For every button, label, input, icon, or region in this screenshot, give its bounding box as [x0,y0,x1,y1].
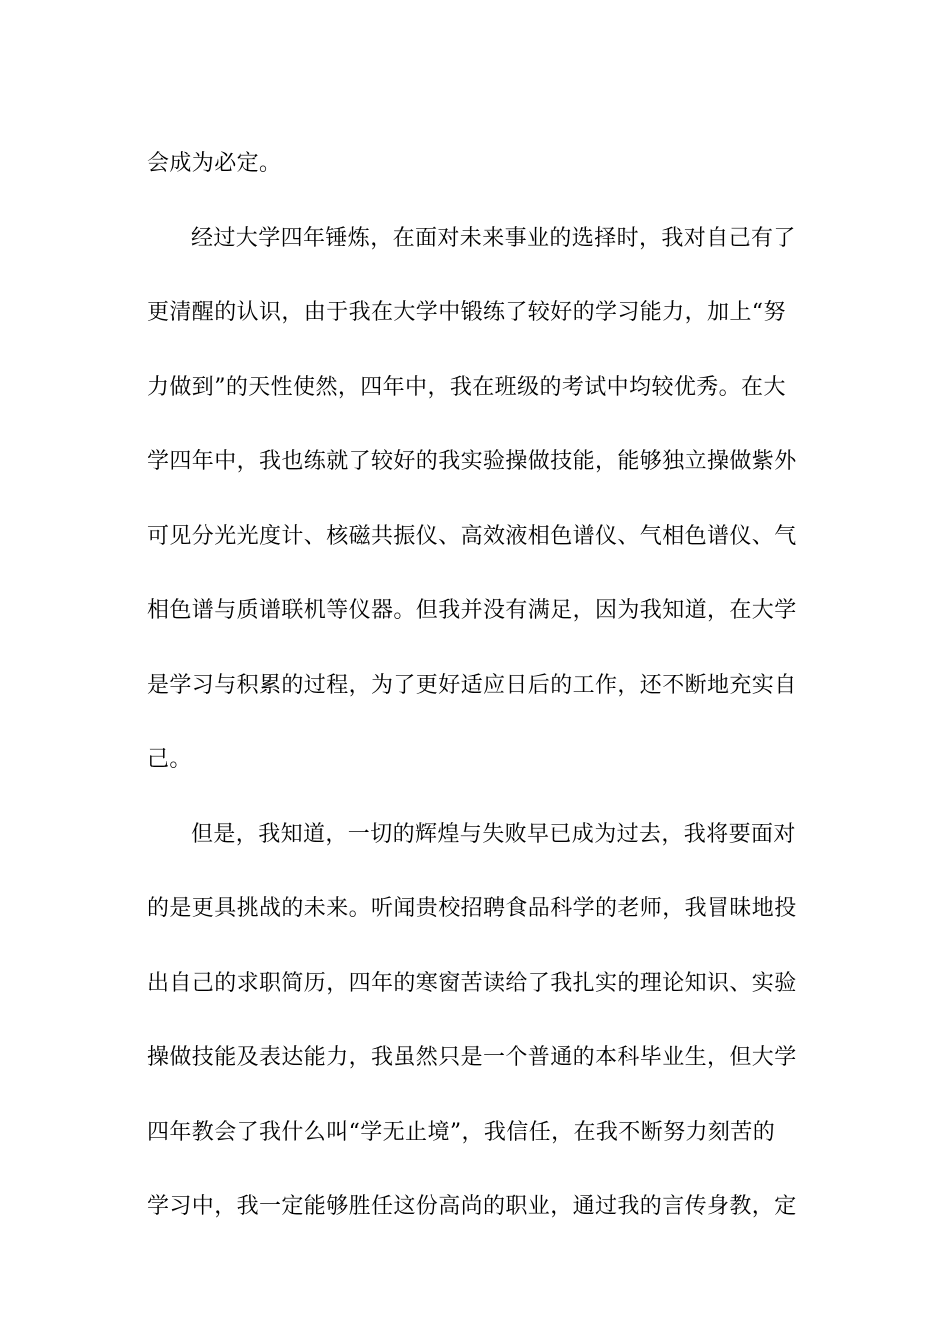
text-line: 学四年中，我也练就了较好的我实验操做技能，能够独立操做紫外 [147,449,797,474]
text-line: 力做到”的天性使然，四年中，我在班级的考试中均较优秀。在大 [147,374,786,400]
text-line: 出自己的求职简历，四年的寒窗苦读给了我扎实的理论知识、实验 [147,970,797,996]
text-line: 己。 [147,747,192,772]
text-line: 可见分光光度计、核磁共振仪、高效液相色谱仪、气相色谱仪、气 [147,523,797,549]
body-text [147,127,807,1245]
text-line: 的是更具挑战的未来。听闻贵校招聘食品科学的老师，我冒昧地投 [147,896,797,921]
paragraph-start-line: 经过大学四年锤炼，在面对未来事业的选择时，我对自己有了 [191,225,796,251]
text-line: 更清醒的认识，由于我在大学中锻练了较好的学习能力，加上“努 [147,300,786,325]
text-line: 会成为必定。 [147,151,282,176]
text-line: 是学习与积累的过程，为了更好适应日后的工作，还不断地充实自 [147,672,797,698]
text-line: 操做技能及表达能力，我虽然只是一个普通的本科毕业生，但大学 [147,1045,797,1070]
text-line: 学习中，我一定能够胜任这份高尚的职业，通过我的言传身教，定 [147,1194,797,1219]
paragraph-start-line: 但是，我知道，一切的辉煌与失败早已成为过去，我将要面对 [191,821,796,847]
text-line: 四年教会了我什么叫“学无止境”，我信任，在我不断努力刻苦的 [147,1119,776,1145]
text-line: 相色谱与质谱联机等仪器。但我并没有满足，因为我知道，在大学 [147,598,797,623]
